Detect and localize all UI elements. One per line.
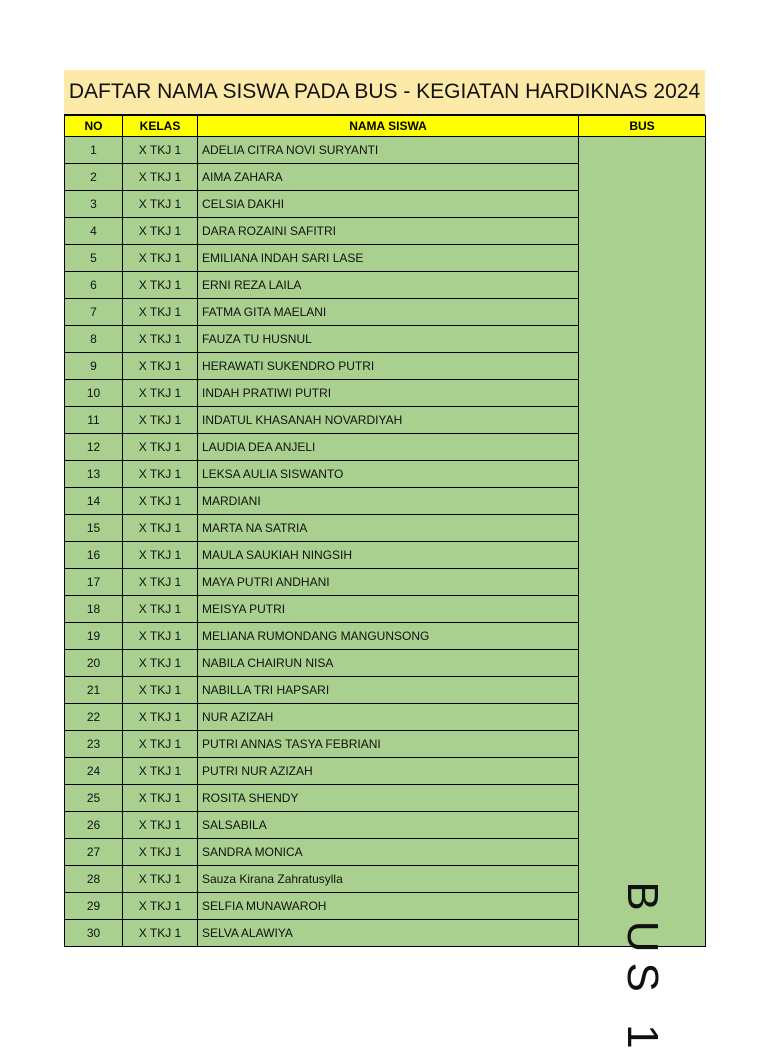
cell-kelas[interactable]: X TKJ 1 <box>123 893 198 920</box>
cell-kelas[interactable]: X TKJ 1 <box>123 218 198 245</box>
cell-nama-siswa[interactable]: ADELIA CITRA NOVI SURYANTI <box>198 137 579 164</box>
cell-kelas[interactable]: X TKJ 1 <box>123 596 198 623</box>
cell-no[interactable]: 12 <box>65 434 123 461</box>
student-table <box>64 115 706 1058</box>
cell-nama-siswa[interactable]: MAYA PUTRI ANDHANI <box>198 569 579 596</box>
cell-no[interactable]: 1 <box>65 137 123 164</box>
cell-kelas[interactable]: X TKJ 1 <box>123 542 198 569</box>
cell-nama-siswa[interactable]: EMILIANA INDAH SARI LASE <box>198 245 579 272</box>
cell-kelas[interactable]: X TKJ 1 <box>123 137 198 164</box>
cell-kelas[interactable]: X TKJ 1 <box>123 785 198 812</box>
cell-nama-siswa[interactable]: CELSIA DAKHI <box>198 191 579 218</box>
cell-nama-siswa[interactable]: LEKSA AULIA SISWANTO <box>198 461 579 488</box>
cell-nama-siswa[interactable]: SELFIA MUNAWAROH <box>198 893 579 920</box>
cell-no[interactable]: 8 <box>65 326 123 353</box>
cell-no[interactable]: 22 <box>65 704 123 731</box>
cell-kelas[interactable]: X TKJ 1 <box>123 191 198 218</box>
cell-kelas[interactable]: X TKJ 1 <box>123 866 198 893</box>
cell-kelas[interactable]: X TKJ 1 <box>123 299 198 326</box>
cell-kelas[interactable]: X TKJ 1 <box>123 434 198 461</box>
cell-no[interactable]: 7 <box>65 299 123 326</box>
cell-no[interactable]: 19 <box>65 623 123 650</box>
cell-nama-siswa[interactable]: MEISYA PUTRI <box>198 596 579 623</box>
cell-no[interactable]: 20 <box>65 650 123 677</box>
bus-label: BUS 1 <box>618 880 667 1058</box>
cell-no[interactable]: 5 <box>65 245 123 272</box>
cell-kelas[interactable]: X TKJ 1 <box>123 758 198 785</box>
cell-nama-siswa[interactable]: DARA ROZAINI SAFITRI <box>198 218 579 245</box>
cell-kelas[interactable]: X TKJ 1 <box>123 326 198 353</box>
cell-nama-siswa[interactable]: SANDRA MONICA <box>198 839 579 866</box>
cell-nama-siswa[interactable]: HERAWATI SUKENDRO PUTRI <box>198 353 579 380</box>
header-no[interactable]: NO <box>65 116 123 137</box>
header-row <box>65 116 706 137</box>
cell-nama-siswa[interactable]: SALSABILA <box>198 812 579 839</box>
table-row <box>65 137 706 164</box>
cell-nama-siswa[interactable]: PUTRI ANNAS TASYA FEBRIANI <box>198 731 579 758</box>
cell-nama-siswa[interactable]: Sauza Kirana Zahratusylla <box>198 866 579 893</box>
cell-no[interactable]: 27 <box>65 839 123 866</box>
cell-nama-siswa[interactable]: LAUDIA DEA ANJELI <box>198 434 579 461</box>
cell-no[interactable]: 25 <box>65 785 123 812</box>
cell-nama-siswa[interactable]: NABILLA TRI HAPSARI <box>198 677 579 704</box>
cell-kelas[interactable]: X TKJ 1 <box>123 731 198 758</box>
cell-kelas[interactable]: X TKJ 1 <box>123 245 198 272</box>
cell-nama-siswa[interactable]: AIMA ZAHARA <box>198 164 579 191</box>
cell-no[interactable]: 26 <box>65 812 123 839</box>
cell-kelas[interactable]: X TKJ 1 <box>123 380 198 407</box>
sheet-title: DAFTAR NAMA SISWA PADA BUS - KEGIATAN HARDIKNAS 2024 <box>64 70 705 115</box>
cell-kelas[interactable]: X TKJ 1 <box>123 920 198 947</box>
cell-kelas[interactable]: X TKJ 1 <box>123 461 198 488</box>
header-bus[interactable]: BUS <box>579 116 706 137</box>
cell-no[interactable]: 14 <box>65 488 123 515</box>
cell-bus-merged[interactable] <box>579 137 706 1058</box>
cell-no[interactable]: 2 <box>65 164 123 191</box>
cell-no[interactable]: 16 <box>65 542 123 569</box>
cell-nama-siswa[interactable]: SELVA ALAWIYA <box>198 920 579 947</box>
cell-nama-siswa[interactable]: NABILA CHAIRUN NISA <box>198 650 579 677</box>
cell-kelas[interactable]: X TKJ 1 <box>123 704 198 731</box>
cell-nama-siswa[interactable]: MELIANA RUMONDANG MANGUNSONG <box>198 623 579 650</box>
cell-no[interactable]: 9 <box>65 353 123 380</box>
cell-no[interactable]: 18 <box>65 596 123 623</box>
spreadsheet <box>64 70 705 1058</box>
cell-nama-siswa[interactable]: MARDIANI <box>198 488 579 515</box>
bus-label-clip <box>579 137 705 1058</box>
table-body <box>65 137 706 1058</box>
cell-kelas[interactable]: X TKJ 1 <box>123 623 198 650</box>
cell-kelas[interactable]: X TKJ 1 <box>123 515 198 542</box>
cell-no[interactable]: 28 <box>65 866 123 893</box>
cell-nama-siswa[interactable]: FAUZA TU HUSNUL <box>198 326 579 353</box>
cell-no[interactable]: 23 <box>65 731 123 758</box>
cell-no[interactable]: 13 <box>65 461 123 488</box>
cell-no[interactable]: 15 <box>65 515 123 542</box>
cell-kelas[interactable]: X TKJ 1 <box>123 569 198 596</box>
cell-no[interactable]: 11 <box>65 407 123 434</box>
header-kelas[interactable]: KELAS <box>123 116 198 137</box>
cell-kelas[interactable]: X TKJ 1 <box>123 407 198 434</box>
cell-kelas[interactable]: X TKJ 1 <box>123 812 198 839</box>
cell-kelas[interactable]: X TKJ 1 <box>123 488 198 515</box>
cell-nama-siswa[interactable]: ROSITA SHENDY <box>198 785 579 812</box>
cell-nama-siswa[interactable]: ERNI REZA LAILA <box>198 272 579 299</box>
cell-no[interactable]: 6 <box>65 272 123 299</box>
cell-no[interactable]: 17 <box>65 569 123 596</box>
cell-kelas[interactable]: X TKJ 1 <box>123 650 198 677</box>
cell-nama-siswa[interactable]: NUR AZIZAH <box>198 704 579 731</box>
cell-nama-siswa[interactable]: MAULA SAUKIAH NINGSIH <box>198 542 579 569</box>
cell-no[interactable]: 30 <box>65 920 123 947</box>
cell-no[interactable]: 24 <box>65 758 123 785</box>
header-nama-siswa[interactable]: NAMA SISWA <box>198 116 579 137</box>
cell-kelas[interactable]: X TKJ 1 <box>123 839 198 866</box>
cell-no[interactable]: 3 <box>65 191 123 218</box>
cell-nama-siswa[interactable]: PUTRI NUR AZIZAH <box>198 758 579 785</box>
cell-nama-siswa[interactable]: INDAH PRATIWI PUTRI <box>198 380 579 407</box>
cell-nama-siswa[interactable]: FATMA GITA MAELANI <box>198 299 579 326</box>
cell-no[interactable]: 21 <box>65 677 123 704</box>
cell-kelas[interactable]: X TKJ 1 <box>123 164 198 191</box>
cell-kelas[interactable]: X TKJ 1 <box>123 272 198 299</box>
cell-nama-siswa[interactable]: INDATUL KHASANAH NOVARDIYAH <box>198 407 579 434</box>
cell-no[interactable]: 10 <box>65 380 123 407</box>
cell-nama-siswa[interactable]: MARTA NA SATRIA <box>198 515 579 542</box>
cell-kelas[interactable]: X TKJ 1 <box>123 353 198 380</box>
cell-no[interactable]: 29 <box>65 893 123 920</box>
cell-kelas[interactable]: X TKJ 1 <box>123 677 198 704</box>
cell-no[interactable]: 4 <box>65 218 123 245</box>
